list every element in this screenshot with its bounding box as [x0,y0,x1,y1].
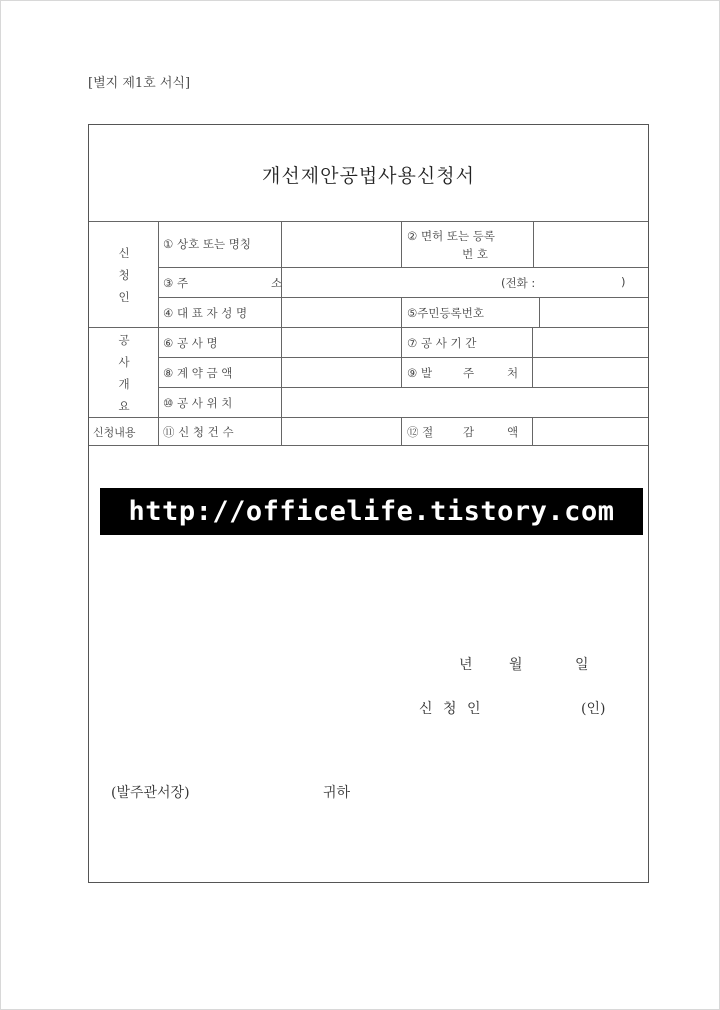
section-line [89,417,648,418]
row-line [158,387,648,388]
phone-label: (전화 : [501,276,536,290]
section-request: 신청내용 [93,426,136,439]
table-top-line [89,221,648,222]
col-line [281,221,282,445]
watermark-url-banner: http://officelife.tistory.com [100,488,643,535]
col-line [532,327,533,387]
col-line [401,297,402,327]
row-line [158,297,648,298]
date-year: 년 [459,657,473,673]
row-line [158,357,648,358]
field-savings-label-2: 감 [463,425,475,439]
field-work-name-label: ⑥ 공 사 명 [163,336,218,350]
field-orderer-label-3: 처 [507,366,519,380]
field-resident-number-label: ⑤주민등록번호 [407,306,484,320]
field-address-label: ③ 주 [163,276,189,290]
col-line [539,297,540,327]
field-address-label-2: 소 [271,276,283,290]
col-line [532,417,533,445]
application-form [88,124,649,883]
field-savings-label: ⑫ 절 [407,425,434,439]
recipient-honorific: 귀하 [323,785,351,801]
field-license-label: ② 면허 또는 등록 [407,229,495,243]
field-orderer-label: ⑨ 발 [407,366,433,380]
field-business-name-label: ① 상호 또는 명칭 [163,237,251,251]
field-savings-label-3: 액 [507,425,519,439]
col-line [533,221,534,267]
section-line [89,327,648,328]
applicant-sign-label: 신 청 인 [419,701,484,717]
recipient-office: (발주관서장) [111,785,190,801]
field-orderer-label-2: 주 [463,366,475,380]
col-line [401,417,402,445]
col-line [401,221,402,267]
form-title: 개선제안공법사용신청서 [262,165,475,187]
field-contract-amount-label: ⑧ 계 약 금 액 [163,366,233,380]
date-month: 월 [509,657,523,673]
date-day: 일 [575,657,589,673]
field-work-period-label: ⑦ 공 사 기 간 [407,336,477,350]
row-line [158,267,648,268]
field-work-location-label: ⑩ 공 사 위 치 [163,396,233,410]
field-license-number-label: 번 호 [462,247,488,261]
table-bottom-line [89,445,648,446]
section-work-overview: 공 사 개 요 [118,333,130,413]
col-line [158,221,159,445]
seal-mark: (인) [581,701,606,717]
phone-close: ) [621,275,626,289]
form-number-label: [별지 제1호 서식] [88,76,191,91]
section-applicant: 신 청 인 [118,246,130,304]
col-line [401,327,402,387]
field-representative-label: ④ 대 표 자 성 명 [163,306,248,320]
field-request-count-label: ⑪ 신 청 건 수 [163,425,234,439]
